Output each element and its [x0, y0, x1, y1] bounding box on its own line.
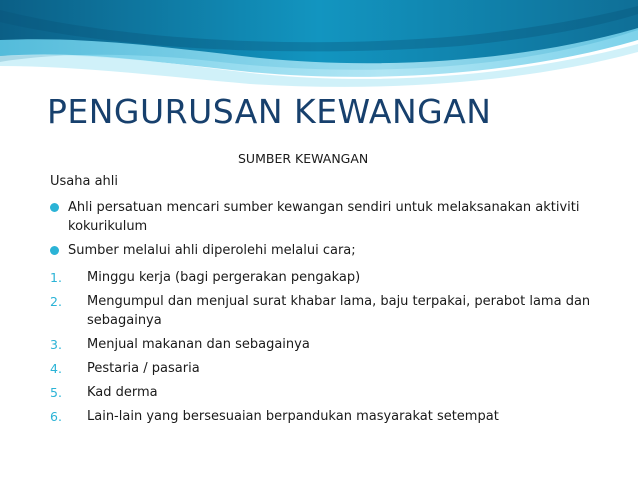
numbered-item [50, 335, 620, 354]
numbered-item [50, 268, 620, 287]
bullet-text: Ahli persatuan mencari sumber kewangan sendiri untuk melaksanakan aktiviti kokurikulum [68, 200, 580, 234]
numbered-item [50, 359, 620, 378]
numbered-item [50, 383, 620, 402]
item-text: Menjual makanan dan sebagainya [87, 337, 310, 352]
item-text: Mengumpul dan menjual surat khabar lama, baju terpakai, perabot lama dan sebagainya [87, 294, 591, 328]
slide-title: PENGURUSAN KEWANGAN [47, 92, 492, 131]
bullet-list [50, 198, 610, 265]
item-number: 4. [50, 361, 62, 376]
item-text: Pestaria / pasaria [87, 361, 200, 376]
bullet-item [50, 241, 610, 260]
numbered-item [50, 292, 620, 330]
header-wave-banner [0, 0, 638, 90]
item-number: 3. [50, 337, 62, 352]
item-number: 6. [50, 409, 62, 424]
item-text: Lain-lain yang bersesuaian berpandukan masyarakat setempat [87, 409, 499, 424]
item-number: 2. [50, 294, 62, 309]
bullet-dot-icon [50, 246, 59, 255]
bullet-dot-icon [50, 203, 59, 212]
item-number: 1. [50, 270, 62, 285]
bullet-text: Sumber melalui ahli diperolehi melalui cara; [68, 243, 356, 258]
item-text: Minggu kerja (bagi pergerakan pengakap) [87, 270, 361, 285]
item-text: Kad derma [87, 385, 158, 400]
item-number: 5. [50, 385, 62, 400]
numbered-item [50, 407, 620, 426]
slide-subtitle: SUMBER KEWANGAN [238, 151, 369, 166]
numbered-list [50, 268, 620, 431]
intro-text: Usaha ahli [50, 174, 119, 189]
bullet-item [50, 198, 610, 236]
